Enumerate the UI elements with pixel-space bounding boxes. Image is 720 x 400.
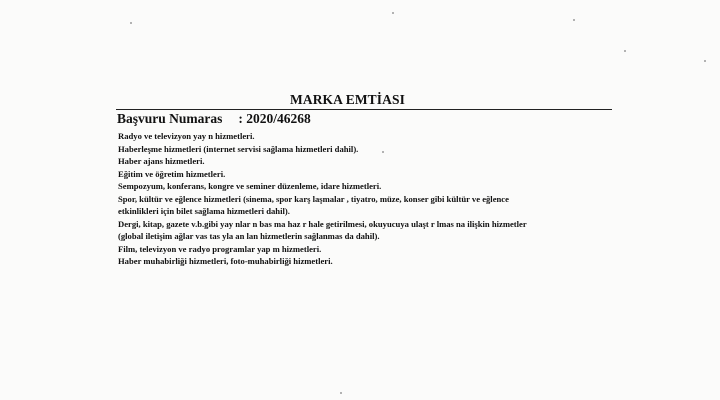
title-divider — [116, 109, 612, 110]
scan-speck — [392, 12, 394, 14]
service-line: Eğitim ve öğretim hizmetleri. — [118, 168, 226, 179]
service-line: Spor, kültür ve eğlence hizmetleri (sinema, spor karş laşmalar , tiyatro, müze, konser gibi kültür ve eğlence — [118, 193, 509, 204]
scan-speck — [573, 19, 575, 21]
service-line: Film, televizyon ve radyo programlar yap m hizmetleri. — [118, 243, 322, 254]
service-line: Haber ajans hizmetleri. — [118, 156, 205, 166]
service-line: Haber muhabirliği hizmetleri, foto-muhabirliği hizmetleri. — [118, 256, 333, 266]
scan-speck — [340, 392, 342, 394]
scan-speck — [704, 60, 706, 62]
service-line: Radyo ve televizyon yay n hizmetleri. — [118, 131, 255, 141]
scan-speck — [624, 50, 626, 52]
service-line: Sempozyum, konferans, kongre ve seminer düzenleme, idare hizmetleri. — [118, 181, 382, 191]
service-line: Haberleşme hizmetleri (internet servisi sağlama hizmetleri dahil). — [118, 143, 359, 154]
application-number-value: : 2020/46268 — [238, 111, 311, 126]
document-title: MARKA EMTİASI — [290, 92, 405, 107]
service-line: Dergi, kitap, gazete v.b.gibi yay nlar n bas ma haz r hale getirilmesi, okuyucuya ulaşt r lmas na ilişkin hizmetler — [118, 218, 527, 229]
application-number-label: Başvuru Numaras — [117, 111, 223, 126]
service-line: (global iletişim ağlar vas tas yla an lan hizmetlerin sağlanmas da dahil). — [118, 231, 380, 241]
services-list — [118, 130, 598, 268]
scan-speck — [130, 22, 132, 24]
application-number-row — [117, 111, 311, 127]
service-line: etkinlikleri için bilet sağlama hizmetleri dahil). — [118, 206, 290, 216]
